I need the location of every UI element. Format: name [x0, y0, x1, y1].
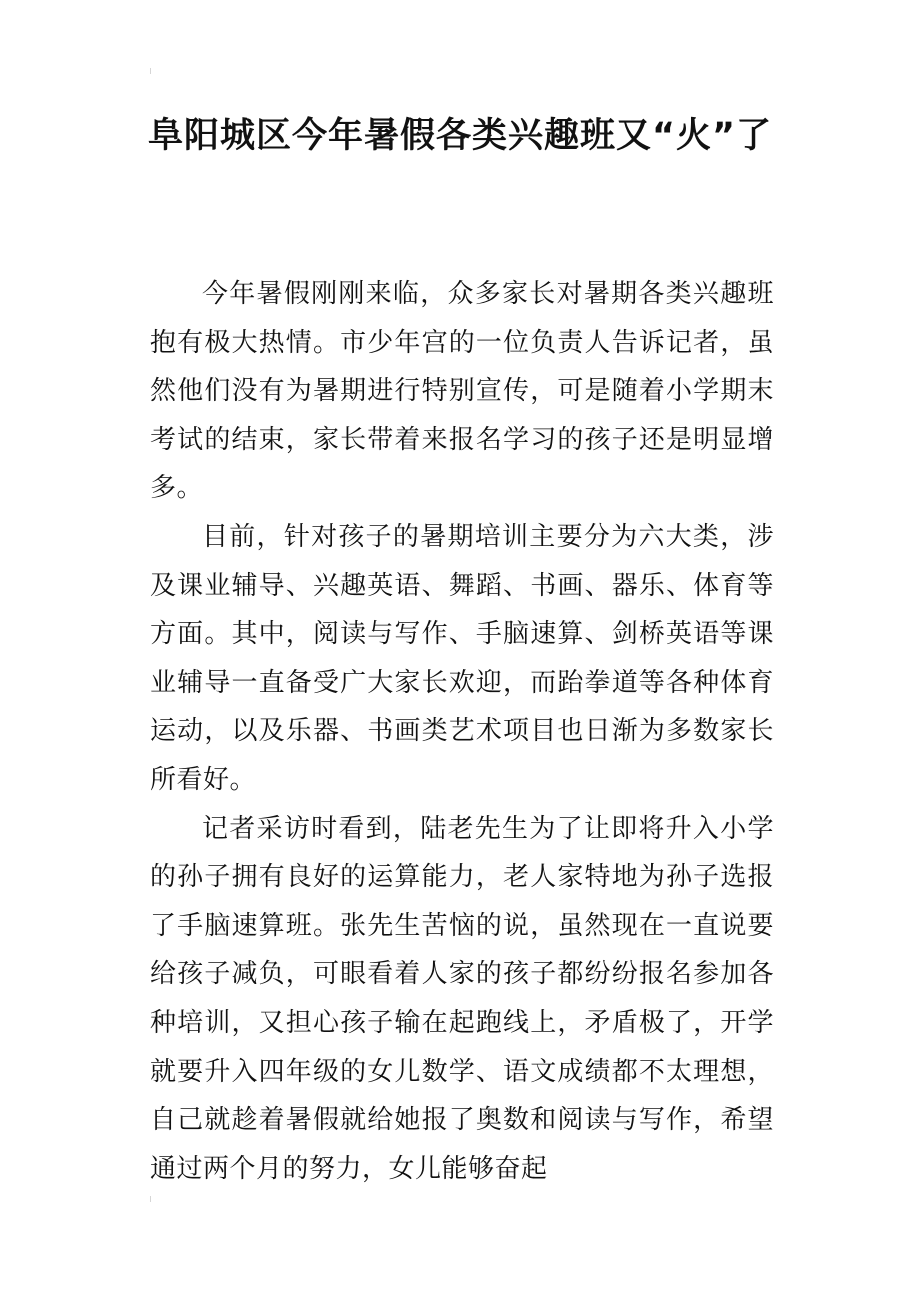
paragraph-2: 目前，针对孩子的暑期培训主要分为六大类，涉及课业辅导、兴趣英语、舞蹈、书画、器乐、体育等方面。其中，阅读与写作、手脑速算、剑桥英语等课业辅导一直备受广大家长欢迎，而跆拳道等各种体育运动，以及乐器、书画类艺术项目也日渐为多数家长所看好。: [150, 521, 774, 795]
document-body: [150, 270, 774, 1193]
document-title: 阜阳城区今年暑假各类兴趣班又“火”了: [147, 116, 772, 156]
page-corner-mark-top: [150, 68, 155, 74]
page-corner-mark-bottom: [150, 1196, 155, 1202]
paragraph-3: 记者采访时看到，陆老先生为了让即将升入小学的孙子拥有良好的运算能力，老人家特地为孙子选报了手脑速算班。张先生苦恼的说，虽然现在一直说要给孩子减负，可眼看着人家的孩子都纷纷报名参加各种培训，又担心孩子输在起跑线上，矛盾极了，开学就要升入四年级的女儿数学、语文成绩都不太理想，自己就趁着暑假就给她报了奥数和阅读与写作，希望通过两个月的努力，女儿能够奋起: [150, 813, 774, 1184]
paragraph-1: 今年暑假刚刚来临，众多家长对暑期各类兴趣班抱有极大热情。市少年宫的一位负责人告诉记者，虽然他们没有为暑期进行特别宣传，可是随着小学期末考试的结束，家长带着来报名学习的孩子还是明显增多。: [150, 279, 774, 504]
